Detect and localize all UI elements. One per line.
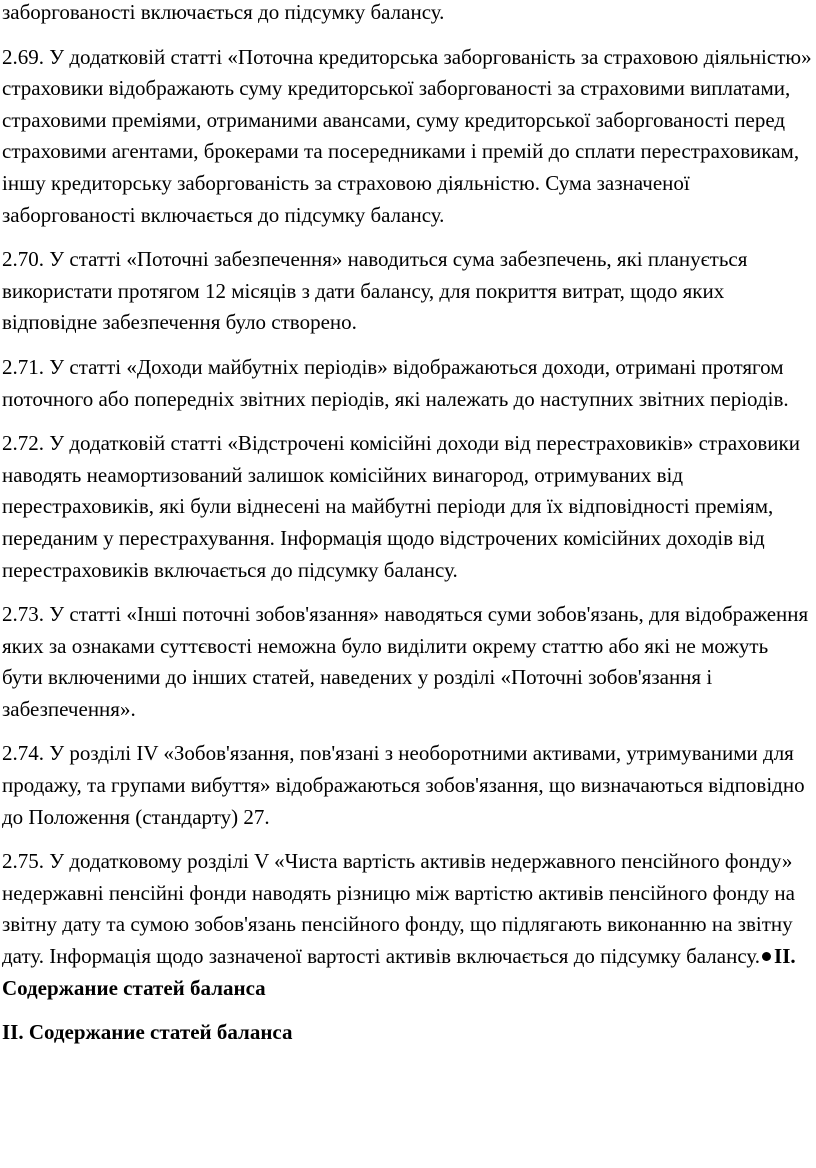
inline-heading: II. Содержание статей баланса: [2, 944, 796, 1000]
section-heading: II. Содержание статей баланса: [2, 1020, 293, 1045]
paragraph-2-73: 2.73. У статті «Інші поточні зобов'язання» наводяться суми зобов'язань, для відображення яких за ознаками суттєвості неможна було виділити окрему статтю або які не можуть бути включеними до інших статей, наведених у розділі «Поточні зобов'язання і забезпечення».: [2, 602, 809, 721]
paragraph-2-74: 2.74. У розділі IV «Зобов'язання, пов'язані з необоротними активами, утримуваними для продажу, та групами вибуття» відображаються зобов'язання, що визначаються відповідно до Положення (стандарту) 27.: [2, 741, 805, 829]
paragraph-2-75-text: 2.75. У додатковому розділі V «Чиста вартість активів недержавного пенсійного фонду» недержавні пенсійні фонди наводять різницю між вартістю активів пенсійного фонду на звітну дату та сумою зобов'язань пенсійного фонду, що підлягають виконанню на звітну дату. Інформація щодо зазначеної вартості активів включається до підсумку балансу.: [2, 849, 795, 969]
paragraph-2-70: 2.70. У статті «Поточні забезпечення» наводиться сума забезпечень, які планується використати протягом 12 місяців з дати балансу, для покриття витрат, щодо яких відповідне забезпечення було створено.: [2, 247, 748, 335]
paragraph-continuation: заборгованості включається до підсумку балансу.: [2, 0, 445, 24]
paragraph-2-69: 2.69. У додатковій статті «Поточна кредиторська заборгованість за страховою діяльністю» страховики відображають суму кредиторської заборгованості за страховими виплатами, страховими преміями, отриманими авансами, суму кредиторської заборгованості перед страховими агентами, брокерами та посередниками і премій до сплати перестраховикам, іншу кредиторську заборгованість за страховою діяльністю. Сума зазначеної заборгованості включається до підсумку балансу.: [2, 44, 812, 227]
bullet-icon: [762, 952, 771, 961]
paragraph-2-75: [2, 846, 814, 1004]
paragraph-2-72: 2.72. У додатковій статті «Відстрочені комісійні доходи від перестраховиків» страховики наводять неамортизований залишок комісійних винагород, отримуваних від перестраховиків, які були віднесені на майбутні періоди для їх відповідності преміям, переданим у перестрахування. Інформація щодо відстрочених комісійних доходів від перестраховиків включається до підсумку балансу.: [2, 431, 800, 582]
paragraph-2-71: 2.71. У статті «Доходи майбутніх періодів» відображаються доходи, отримані протягом поточного або попередніх звітних періодів, які належать до наступних звітних періодів.: [2, 354, 789, 411]
